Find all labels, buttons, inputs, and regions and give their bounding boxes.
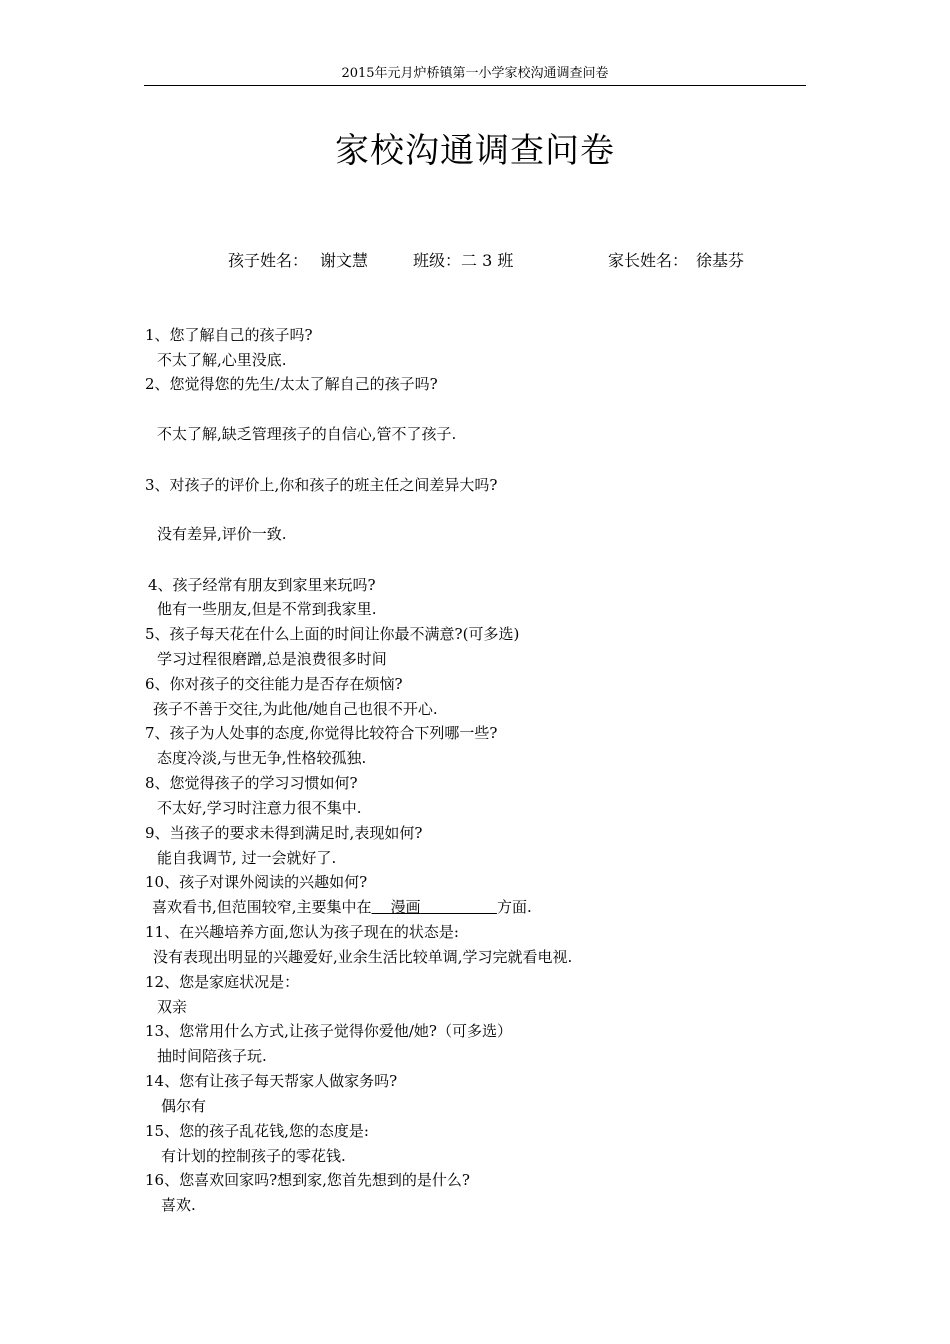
answer-15: 有计划的控制孩子的零花钱. — [161, 1147, 346, 1165]
parent-name-label: 家长姓名： — [608, 251, 689, 270]
child-name-label: 孩子姓名： — [228, 251, 309, 270]
child-name-value: 谢文慧 — [320, 251, 369, 270]
answer-2: 不太了解,缺乏管理孩子的自信心,管不了孩子. — [157, 425, 457, 443]
answer-7: 态度冷淡,与世无争,性格较孤独. — [157, 749, 367, 767]
question-12: 12、您是家庭状况是： — [145, 973, 300, 991]
question-15: 15、您的孩子乱花钱,您的态度是: — [145, 1122, 369, 1140]
question-8: 8、您觉得孩子的学习习惯如何? — [145, 774, 358, 792]
question-5: 5、孩子每天花在什么上面的时间让你最不满意?(可多选) — [145, 625, 520, 643]
question-1: 1、您了解自己的孩子吗? — [145, 326, 313, 344]
answer-10-fill: 漫画 — [390, 898, 421, 916]
answer-6: 孩子不善于交往,为此他/她自己也很不开心. — [153, 700, 438, 718]
question-11: 11、在兴趣培养方面,您认为孩子现在的状态是: — [145, 923, 459, 941]
answer-5: 学习过程很磨蹭,总是浪费很多时间 — [157, 650, 387, 668]
question-16: 16、您喜欢回家吗?想到家,您首先想到的是什么? — [145, 1171, 470, 1189]
answer-1: 不太了解,心里没底. — [157, 351, 287, 369]
page-header: 2015年元月炉桥镇第一小学家校沟通调查问卷 — [144, 64, 806, 86]
question-6: 6、你对孩子的交往能力是否存在烦恼? — [145, 675, 403, 693]
answer-12: 双亲 — [157, 998, 188, 1016]
answer-10-blank — [372, 898, 497, 916]
question-3: 3、对孩子的评价上,你和孩子的班主任之间差异大吗? — [145, 476, 498, 494]
class-info: 班级：二 3 班 — [413, 251, 514, 270]
question-13: 13、您常用什么方式,让孩子觉得你爱他/她?（可多选） — [145, 1022, 512, 1040]
answer-8: 不太好,学习时注意力很不集中. — [157, 799, 362, 817]
question-14: 14、您有让孩子每天帮家人做家务吗? — [145, 1072, 398, 1090]
document-title: 家校沟通调查问卷 — [335, 131, 615, 171]
answer-4: 他有一些朋友,但是不常到我家里. — [157, 600, 377, 618]
answer-11: 没有表现出明显的兴趣爱好,业余生活比较单调,学习完就看电视. — [153, 948, 573, 966]
question-9: 9、当孩子的要求未得到满足时,表现如何? — [145, 824, 423, 842]
answer-13: 抽时间陪孩子玩. — [157, 1047, 267, 1065]
parent-name-value: 徐基芬 — [696, 251, 745, 270]
answer-16: 喜欢. — [161, 1196, 196, 1214]
answer-10-prefix: 喜欢看书,但范围较窄,主要集中在 — [152, 898, 372, 916]
question-4: 4、孩子经常有朋友到家里来玩吗? — [148, 576, 376, 594]
answer-14: 偶尔有 — [161, 1097, 207, 1115]
answer-9: 能自我调节, 过一会就好了. — [157, 849, 337, 867]
answer-10-suffix: 方面. — [496, 898, 532, 916]
question-7: 7、孩子为人处事的态度,你觉得比较符合下列哪一些? — [145, 724, 498, 742]
question-10: 10、孩子对课外阅读的兴趣如何? — [145, 873, 368, 891]
answer-10 — [152, 896, 532, 918]
question-2: 2、您觉得您的先生/太太了解自己的孩子吗? — [145, 375, 438, 393]
answer-3: 没有差异,评价一致. — [157, 525, 287, 543]
